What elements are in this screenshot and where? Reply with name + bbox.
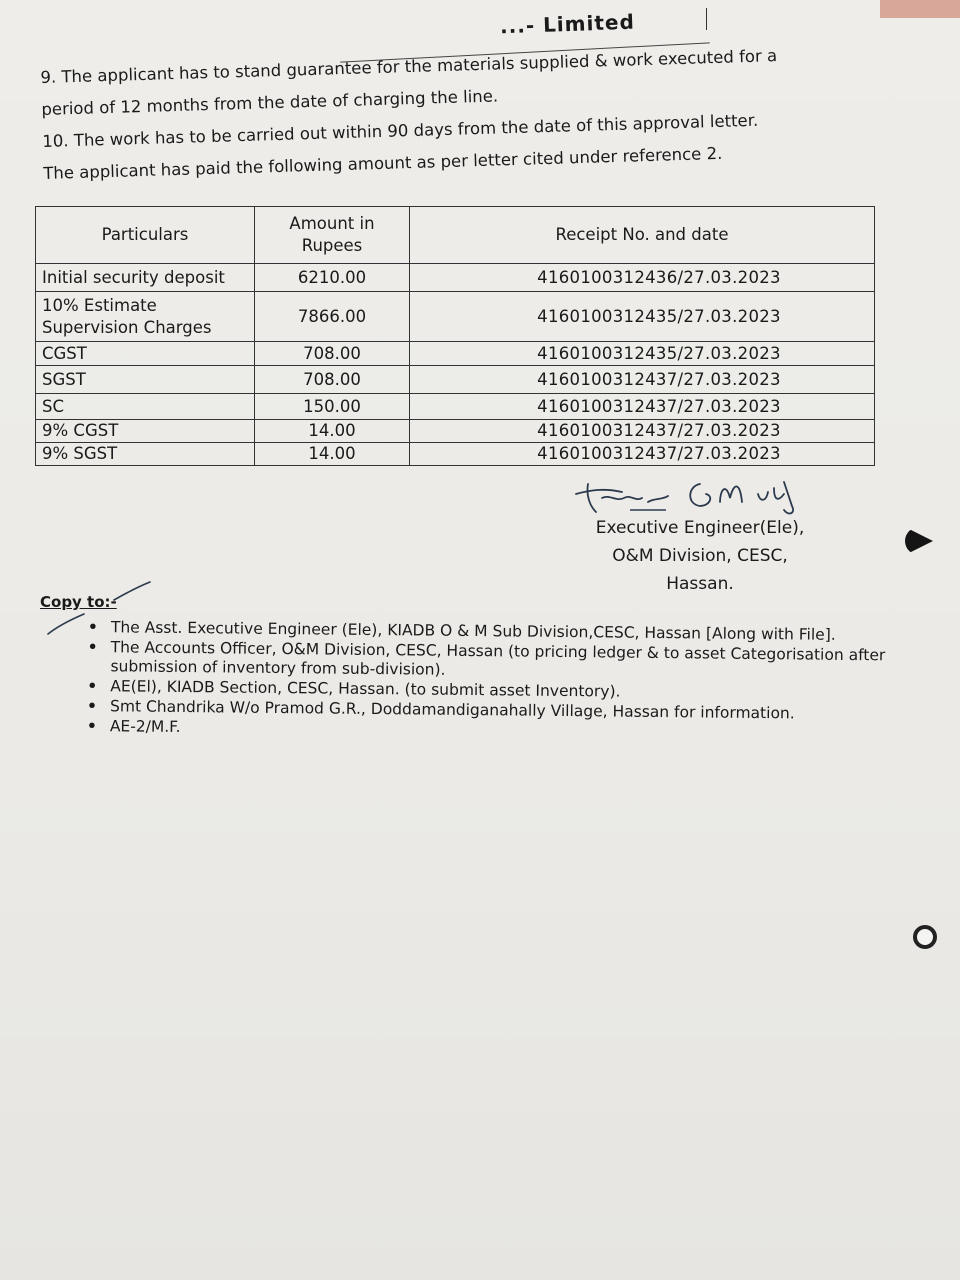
condition-9-line-1: 9. The applicant has to stand guarantee for the materials supplied & work executed for a (40, 46, 778, 87)
row-receipt: 4160100312437/27.03.2023 (410, 420, 875, 443)
punch-hole-ring (913, 925, 937, 949)
row-amount: 7866.00 (255, 292, 410, 342)
row-particulars: SC (36, 394, 255, 420)
row-particulars: SGST (36, 366, 255, 394)
table-row (36, 264, 875, 292)
table-row (36, 443, 875, 466)
row-amount: 14.00 (255, 443, 410, 466)
signatory-title: Executive Engineer(Ele), (595, 518, 805, 538)
header-divider (706, 8, 707, 30)
corner-tab (880, 0, 960, 18)
row-particulars: 9% SGST (36, 443, 255, 466)
row-particulars: CGST (36, 342, 255, 366)
list-item: • The Accounts Officer, O&M Division, CESC, Hassan (to pricing ledger & to asset Categorisation after submission of inventory from sub-division). (87, 638, 917, 685)
list-item: • AE(El), KIADB Section, CESC, Hassan. (to submit asset Inventory). (87, 677, 917, 705)
condition-9-line-2: period of 12 months from the date of charging the line. (41, 86, 499, 119)
row-receipt: 4160100312436/27.03.2023 (410, 264, 875, 292)
row-amount: 6210.00 (255, 264, 410, 292)
row-particulars: 9% CGST (36, 420, 255, 443)
row-particulars: Initial security deposit (36, 264, 255, 292)
row-amount: 708.00 (255, 366, 410, 394)
row-receipt: 4160100312437/27.03.2023 (410, 394, 875, 420)
signatory-place: Hassan. (666, 574, 734, 594)
list-item: • Smt Chandrika W/o Pramod G.R., Doddamandiganahally Village, Hassan for information. (87, 697, 917, 725)
payment-table (35, 206, 875, 466)
table-row (36, 366, 875, 394)
header-amount: Amount in Rupees (255, 207, 410, 264)
punch-hole-mark (905, 527, 933, 555)
payment-intro: The applicant has paid the following amount as per letter cited under reference 2. (43, 143, 723, 183)
row-receipt: 4160100312435/27.03.2023 (410, 342, 875, 366)
row-amount: 150.00 (255, 394, 410, 420)
row-receipt: 4160100312437/27.03.2023 (410, 366, 875, 394)
list-item: • The Asst. Executive Engineer (Ele), KIADB O & M Sub Division,CESC, Hassan [Along with File]. (88, 618, 918, 646)
table-header-row (36, 207, 875, 264)
row-amount: 14.00 (255, 420, 410, 443)
row-amount: 708.00 (255, 342, 410, 366)
table-row (36, 292, 875, 342)
letterhead-fragment: ...- Limited (499, 9, 636, 39)
table-row (36, 394, 875, 420)
list-item: • AE-2/M.F. (87, 717, 917, 745)
header-particulars: Particulars (36, 207, 255, 264)
row-receipt: 4160100312435/27.03.2023 (410, 292, 875, 342)
header-receipt: Receipt No. and date (410, 207, 875, 264)
signatory-division: O&M Division, CESC, (612, 546, 788, 566)
row-receipt: 4160100312437/27.03.2023 (410, 443, 875, 466)
table-row (36, 420, 875, 443)
condition-10: 10. The work has to be carried out within 90 days from the date of this approval letter. (42, 110, 759, 151)
table-row (36, 342, 875, 366)
handwritten-signature (570, 472, 830, 520)
conditions-block (40, 36, 913, 190)
copy-to-list (87, 618, 918, 746)
copy-to-title: Copy to:- (40, 593, 117, 611)
signatory-block (560, 514, 840, 598)
row-particulars: 10% Estimate Supervision Charges (36, 292, 255, 342)
